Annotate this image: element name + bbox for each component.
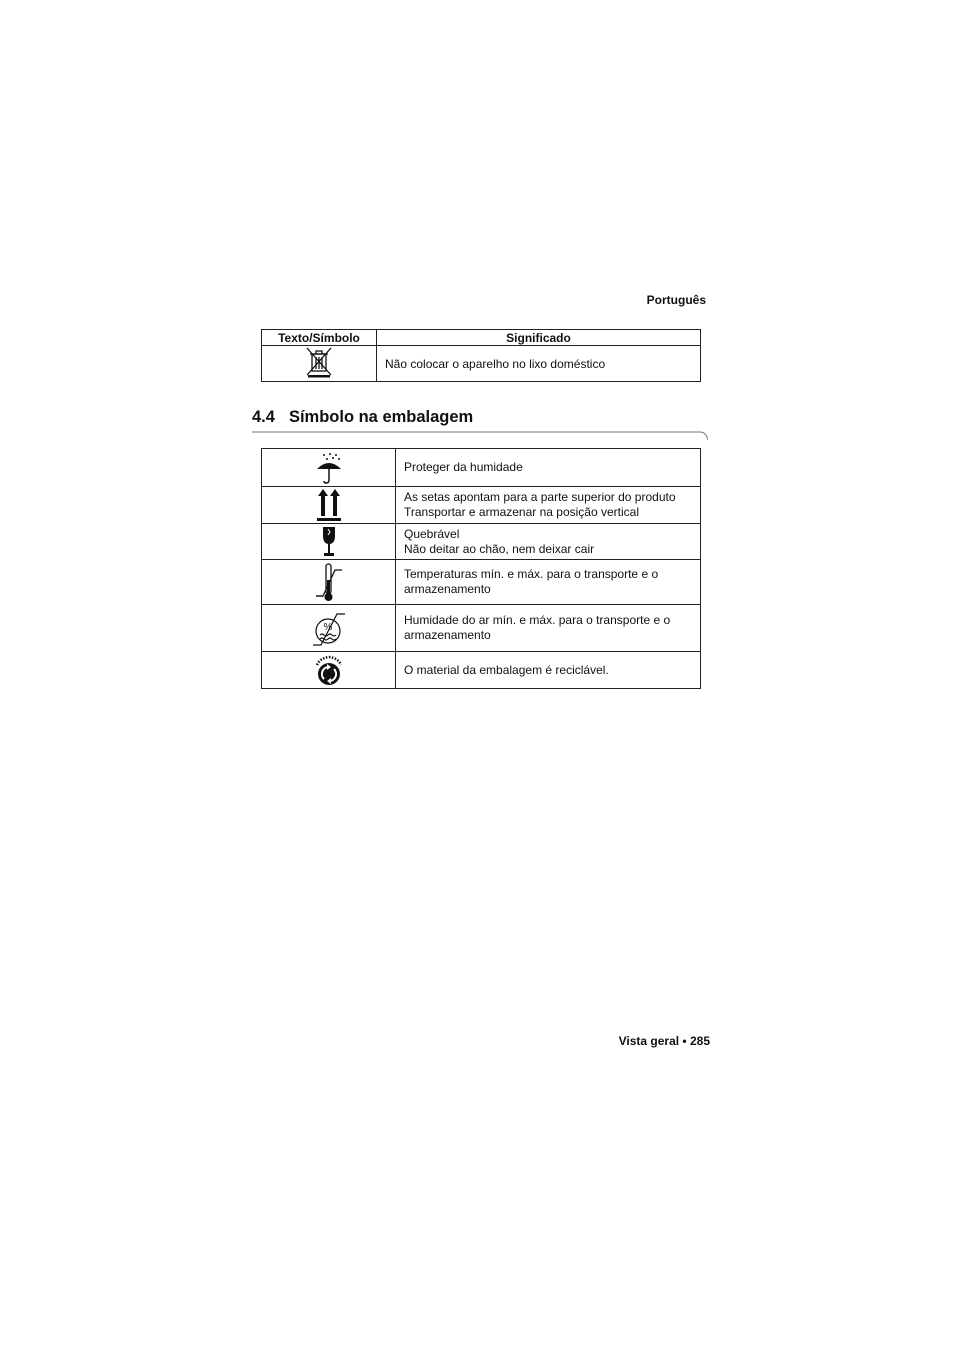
meaning-cell <box>396 524 701 560</box>
meaning-line: Humidade do ar mín. e máx. para o transporte e o <box>404 613 671 627</box>
meaning-line: Transportar e armazenar na posição vertical <box>404 505 639 519</box>
section-number: 4.4 <box>252 408 275 426</box>
table-row <box>262 652 701 689</box>
meaning-line: Proteger da humidade <box>404 460 523 474</box>
meaning-line: Temperaturas mín. e máx. para o transporte e o <box>404 567 659 581</box>
table-row <box>262 560 701 605</box>
section-divider <box>252 430 708 444</box>
section-title: Símbolo na embalagem <box>288 408 474 426</box>
meaning-cell <box>396 560 701 605</box>
table-header-row <box>262 330 701 346</box>
symbol-cell <box>262 560 396 605</box>
table-row <box>262 449 701 487</box>
umbrella-rain-icon <box>314 452 344 484</box>
table-row <box>262 346 701 382</box>
table-row <box>262 524 701 560</box>
column-header-meaning: Significado <box>377 330 701 346</box>
fragile-glass-icon <box>319 526 339 558</box>
meaning-line: As setas apontam para a parte superior do produto <box>404 490 676 504</box>
symbol-cell <box>262 449 396 487</box>
page-footer <box>619 1034 710 1048</box>
footer-section: Vista geral <box>618 1034 680 1048</box>
meaning-line: Quebrável <box>404 526 460 541</box>
table-row <box>262 605 701 652</box>
footer-separator: • <box>682 1034 687 1048</box>
language-label: Português <box>646 293 706 307</box>
green-dot-recycle-icon <box>312 653 346 687</box>
svg-text:%: % <box>323 622 332 633</box>
symbol-cell <box>262 605 396 652</box>
packaging-symbols-table <box>261 448 701 689</box>
symbol-cell <box>262 652 396 689</box>
meaning-line: O material da embalagem é reciclável. <box>404 662 609 677</box>
meaning-cell <box>396 605 701 652</box>
meaning-cell <box>396 449 701 487</box>
crossed-bin-icon <box>304 346 334 378</box>
meaning-cell <box>396 487 701 524</box>
page-number: 285 <box>689 1034 710 1048</box>
humidity-limits-icon <box>312 608 346 648</box>
symbol-cell <box>262 346 377 382</box>
thermometer-limits-icon <box>315 562 343 602</box>
symbol-cell <box>262 524 396 560</box>
symbols-table <box>261 329 701 382</box>
meaning-line: Não deitar ao chão, nem deixar cair <box>404 541 595 556</box>
section-heading <box>252 408 473 427</box>
up-arrows-icon <box>316 488 342 522</box>
table-row <box>262 487 701 524</box>
meaning-line: armazenamento <box>404 582 491 596</box>
column-header-symbol: Texto/Símbolo <box>262 330 377 346</box>
symbol-cell <box>262 487 396 524</box>
meaning-cell <box>396 652 701 689</box>
meaning-cell: Não colocar o aparelho no lixo doméstico <box>377 346 701 382</box>
meaning-line: armazenamento <box>404 628 491 642</box>
